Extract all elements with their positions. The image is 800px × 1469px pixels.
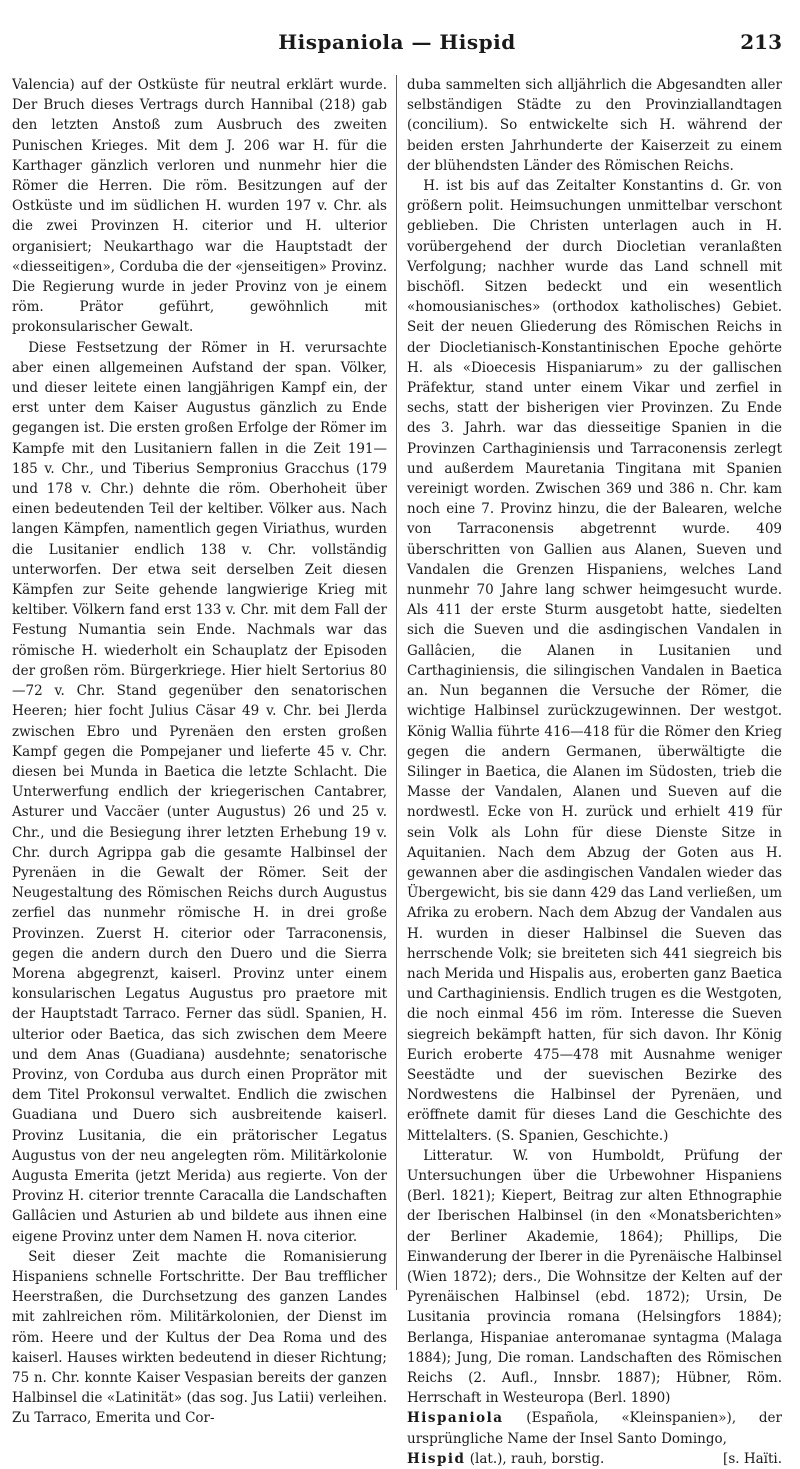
entry-headword: Hispaniola bbox=[407, 1410, 504, 1427]
entry-hispid bbox=[407, 1449, 782, 1469]
paragraph: Diese Festsetzung der Römer in H. verursachte aber einen allgemeinen Aufstand der span. Völker, und dieser leitete einen langjährigen Kampf ein, der erst unter dem Kaiser Augustus gänzlich zu Ende gegangen ist. Die ersten großen Erfolge der Römer im Kampfe mit den Lusitaniern fallen in die Zeit 191—185 v. Chr., und Tiberius Sempronius Gracchus (179 und 178 v. Chr.) dehnte die röm. Oberhoheit über einen bedeutenden Teil der keltiber. Völker aus. Nach langen Kämpfen, namentlich gegen Viriathus, wurden die Lusitanier endlich 138 v. Chr. vollständig unterworfen. Der etwa seit derselben Zeit diesen Kämpfen zur Seite gehende langwierige Krieg mit keltiber. Völkern fand erst 133 v. Chr. mit dem Fall der Festung Numantia sein Ende. Nachmals war das römische H. wiederholt ein Schauplatz der Episoden der großen röm. Bürgerkriege. Hier hielt Sertorius 80—72 v. Chr. Stand gegenüber den senatorischen Heeren; hier focht Julius Cäsar 49 v. Chr. bei Jlerda zwischen Ebro und Pyrenäen den ersten großen Kampf gegen die Pompejaner und lieferte 45 v. Chr. diesen bei Munda in Baetica die letzte Schlacht. Die Unterwerfung endlich der kriegerischen Cantabrer, Asturer und Vaccäer (unter Augustus) 26 und 25 v. Chr., und die Besiegung ihrer letzten Erhebung 19 v. Chr. durch Agrippa gab die gesamte Halbinsel der Pyrenäen in die Gewalt der Römer. Seit der Neugestaltung des Römischen Reichs durch Augustus zerfiel das nunmehr römische H. in drei große Provinzen. Zuerst H. citerior oder Tarraconensis, gegen die andern durch den Duero und die Sierra Morena abgegrenzt, kaiserl. Provinz unter einem konsularischen Legatus Augustus pro praetore mit der Hauptstadt Tarraco. Ferner das südl. Spanien, H. ulterior oder Baetica, das sich zwischen dem Meere und dem Anas (Guadiana) ausdehnte; senatorische Provinz, von Corduba aus durch einen Proprätor mit dem Titel Prokonsul verwaltet. Endlich die zwischen Guadiana und Duero sich ausbreitende kaiserl. Provinz Lusitania, die ein prätorischer Legatus Augustus von der neu angelegten röm. Militärkolonie Augusta Emerita (jetzt Merida) aus regierte. Von der Provinz H. citerior trennte Caracalla die Landschaften Gallâcien und Asturien ab und bildete aus ihnen eine eigene Provinz unter dem Namen H. nova citerior. bbox=[12, 339, 387, 1245]
header-title: Hispaniola — Hispid bbox=[278, 30, 516, 54]
left-column bbox=[12, 75, 387, 1427]
running-header bbox=[12, 30, 782, 60]
cross-reference: [s. Haïti. bbox=[723, 1450, 782, 1467]
right-column bbox=[407, 75, 782, 1467]
column-divider bbox=[396, 75, 397, 1290]
entry-text: (Española, «Kleinspanien»), der ursprüngliche Name der Insel Santo Domingo, bbox=[407, 1410, 782, 1447]
paragraph: Seit dieser Zeit machte die Romanisierung Hispaniens schnelle Fortschritte. Der Bau trefflicher Heerstraßen, die Durchsetzung des ganzen Landes mit zahlreichen röm. Militärkolonien, der Dienst im röm. Heere und der Kultus der Dea Roma und des kaiserl. Hauses wirkten bedeutend in dieser Richtung; 75 n. Chr. konnte Kaiser Vespasian bereits der ganzen Halbinsel die «Latinität» (das sog. Jus Latii) verleihen. Zu Tarraco, Emerita und Cor- bbox=[12, 1248, 387, 1427]
paragraph: duba sammelten sich alljährlich die Abgesandten aller selbständigen Städte zu den Provinziallandtagen (concilium). So entwickelte sich H. während der beiden ersten Jahrhunderte der Kaiserzeit zu einem der blühendsten Länder des Römischen Reichs. bbox=[407, 77, 782, 174]
entry-hispaniola bbox=[407, 1408, 782, 1448]
paragraph: H. ist bis auf das Zeitalter Konstantins d. Gr. von größern polit. Heimsuchungen unmittelbar verschont geblieben. Die Christen unterlagen auch in H. vorübergehend der durch Diocletian veranlaßten Verfolgung; nachher wurde das Land schnell mit bischöfl. Sitzen bedeckt und ein wesentlich «homousianisches» (orthodox katholisches) Gebiet. Seit der neuen Gliederung des Römischen Reichs in der Diocletianisch-Konstantinischen Epoche gehörte H. als «Dioecesis Hispaniarum» zu der gallischen Präfektur, stand unter einem Vikar und zerfiel in sechs, statt der bisherigen vier Provinzen. Zu Ende des 3. Jahrh. war das diesseitige Spanien in die Provinzen Carthaginiensis und Tarraconensis zerlegt und außerdem Mauretania Tingitana mit Spanien vereinigt worden. Zwischen 369 und 386 n. Chr. kam noch eine 7. Provinz hinzu, die der Balearen, welche von Tarraconensis abgetrennt wurde. 409 überschritten von Gallien aus Alanen, Sueven und Vandalen die Grenzen Hispaniens, welches Land nunmehr 70 Jahre lang schwer heimgesucht wurde. Als 411 der erste Sturm ausgetobt hatte, siedelten sich die Sueven und die asdingischen Vandalen in Gallâcien, die Alanen in Lusitanien und Carthaginiensis, die silingischen Vandalen in Baetica an. Nun begannen die Versuche der Römer, die wichtige Halbinsel zurückzugewinnen. Der westgot. König Wallia führte 416—418 für die Römer den Krieg gegen die andern Germanen, überwältigte die Silinger in Baetica, die Alanen im Südosten, trieb die Masse der Vandalen, Alanen und Sueven auf die nordwestl. Ecke von H. zurück und erhielt 419 für sein Volk als Lohn für diese Dienste Sitze in Aquitanien. Nach dem Abzug der Goten aus H. gewannen aber die asdingischen Vandalen wieder das Übergewicht, bis sie dann 429 das Land verließen, um Afrika zu erobern. Nach dem Abzug der Vandalen aus H. wurden in dieser Halbinsel die Sueven das herrschende Volk; sie breiteten sich 441 siegreich bis nach Merida und Hispalis aus, eroberten ganz Baetica und Carthaginiensis. Endlich trugen es die Westgoten, die noch einmal 456 im röm. Interesse die Sueven siegreich bekämpft hatten, für sich davon. Ihr König Eurich eroberte 475—478 mit Ausnahme weniger Seestädte und der suevischen Bezirke des Nordwestens die Halbinsel der Pyrenäen, und eröffnete damit für dieses Land die Geschichte des Mittelalters. (S. Spanien, Geschichte.) bbox=[407, 178, 782, 1144]
entry-headword: Hispid bbox=[407, 1450, 466, 1467]
page-number: 213 bbox=[740, 30, 782, 54]
paragraph: Valencia) auf der Ostküste für neutral erklärt wurde. Der Bruch dieses Vertrags durch Hannibal (218) gab den letzten Anstoß zum Ausbruch des zweiten Punischen Krieges. Mit dem J. 206 war H. für die Karthager gänzlich verloren und nunmehr hier die Römer die Herren. Die röm. Besitzungen auf der Ostküste und im südlichen H. wurden 197 v. Chr. als die zwei Provinzen H. citerior und H. ulterior organisiert; Neukarthago war die Hauptstadt der «diesseitigen», Corduba die der «jenseitigen» Provinz. Die Regierung wurde in jeder Provinz von je einem röm. Prätor geführt, gewöhnlich mit prokonsularischer Gewalt. bbox=[12, 77, 387, 336]
entry-text: (lat.), rauh, borstig. bbox=[465, 1450, 605, 1467]
literature-paragraph: Litteratur. W. von Humboldt, Prüfung der Untersuchungen über die Urbewohner Hispaniens (Berl. 1821); Kiepert, Beitrag zur alten Ethnographie der Iberischen Halbinsel (in den «Monatsberichten» der Berliner Akademie, 1864); Phillips, Die Einwanderung der Iberer in die Pyrenäische Halbinsel (Wien 1872); ders., Die Wohnsitze der Kelten auf der Pyrenäischen Halbinsel (ebd. 1872); Ursin, De Lusitania provincia romana (Helsingfors 1884); Berlanga, Hispaniae anteromanae syntagma (Malaga 1884); Jung, Die roman. Landschaften des Römischen Reichs (2. Aufl., Innsbr. 1887); Hübner, Röm. Herrschaft in Westeuropa (Berl. 1890) bbox=[407, 1147, 782, 1407]
